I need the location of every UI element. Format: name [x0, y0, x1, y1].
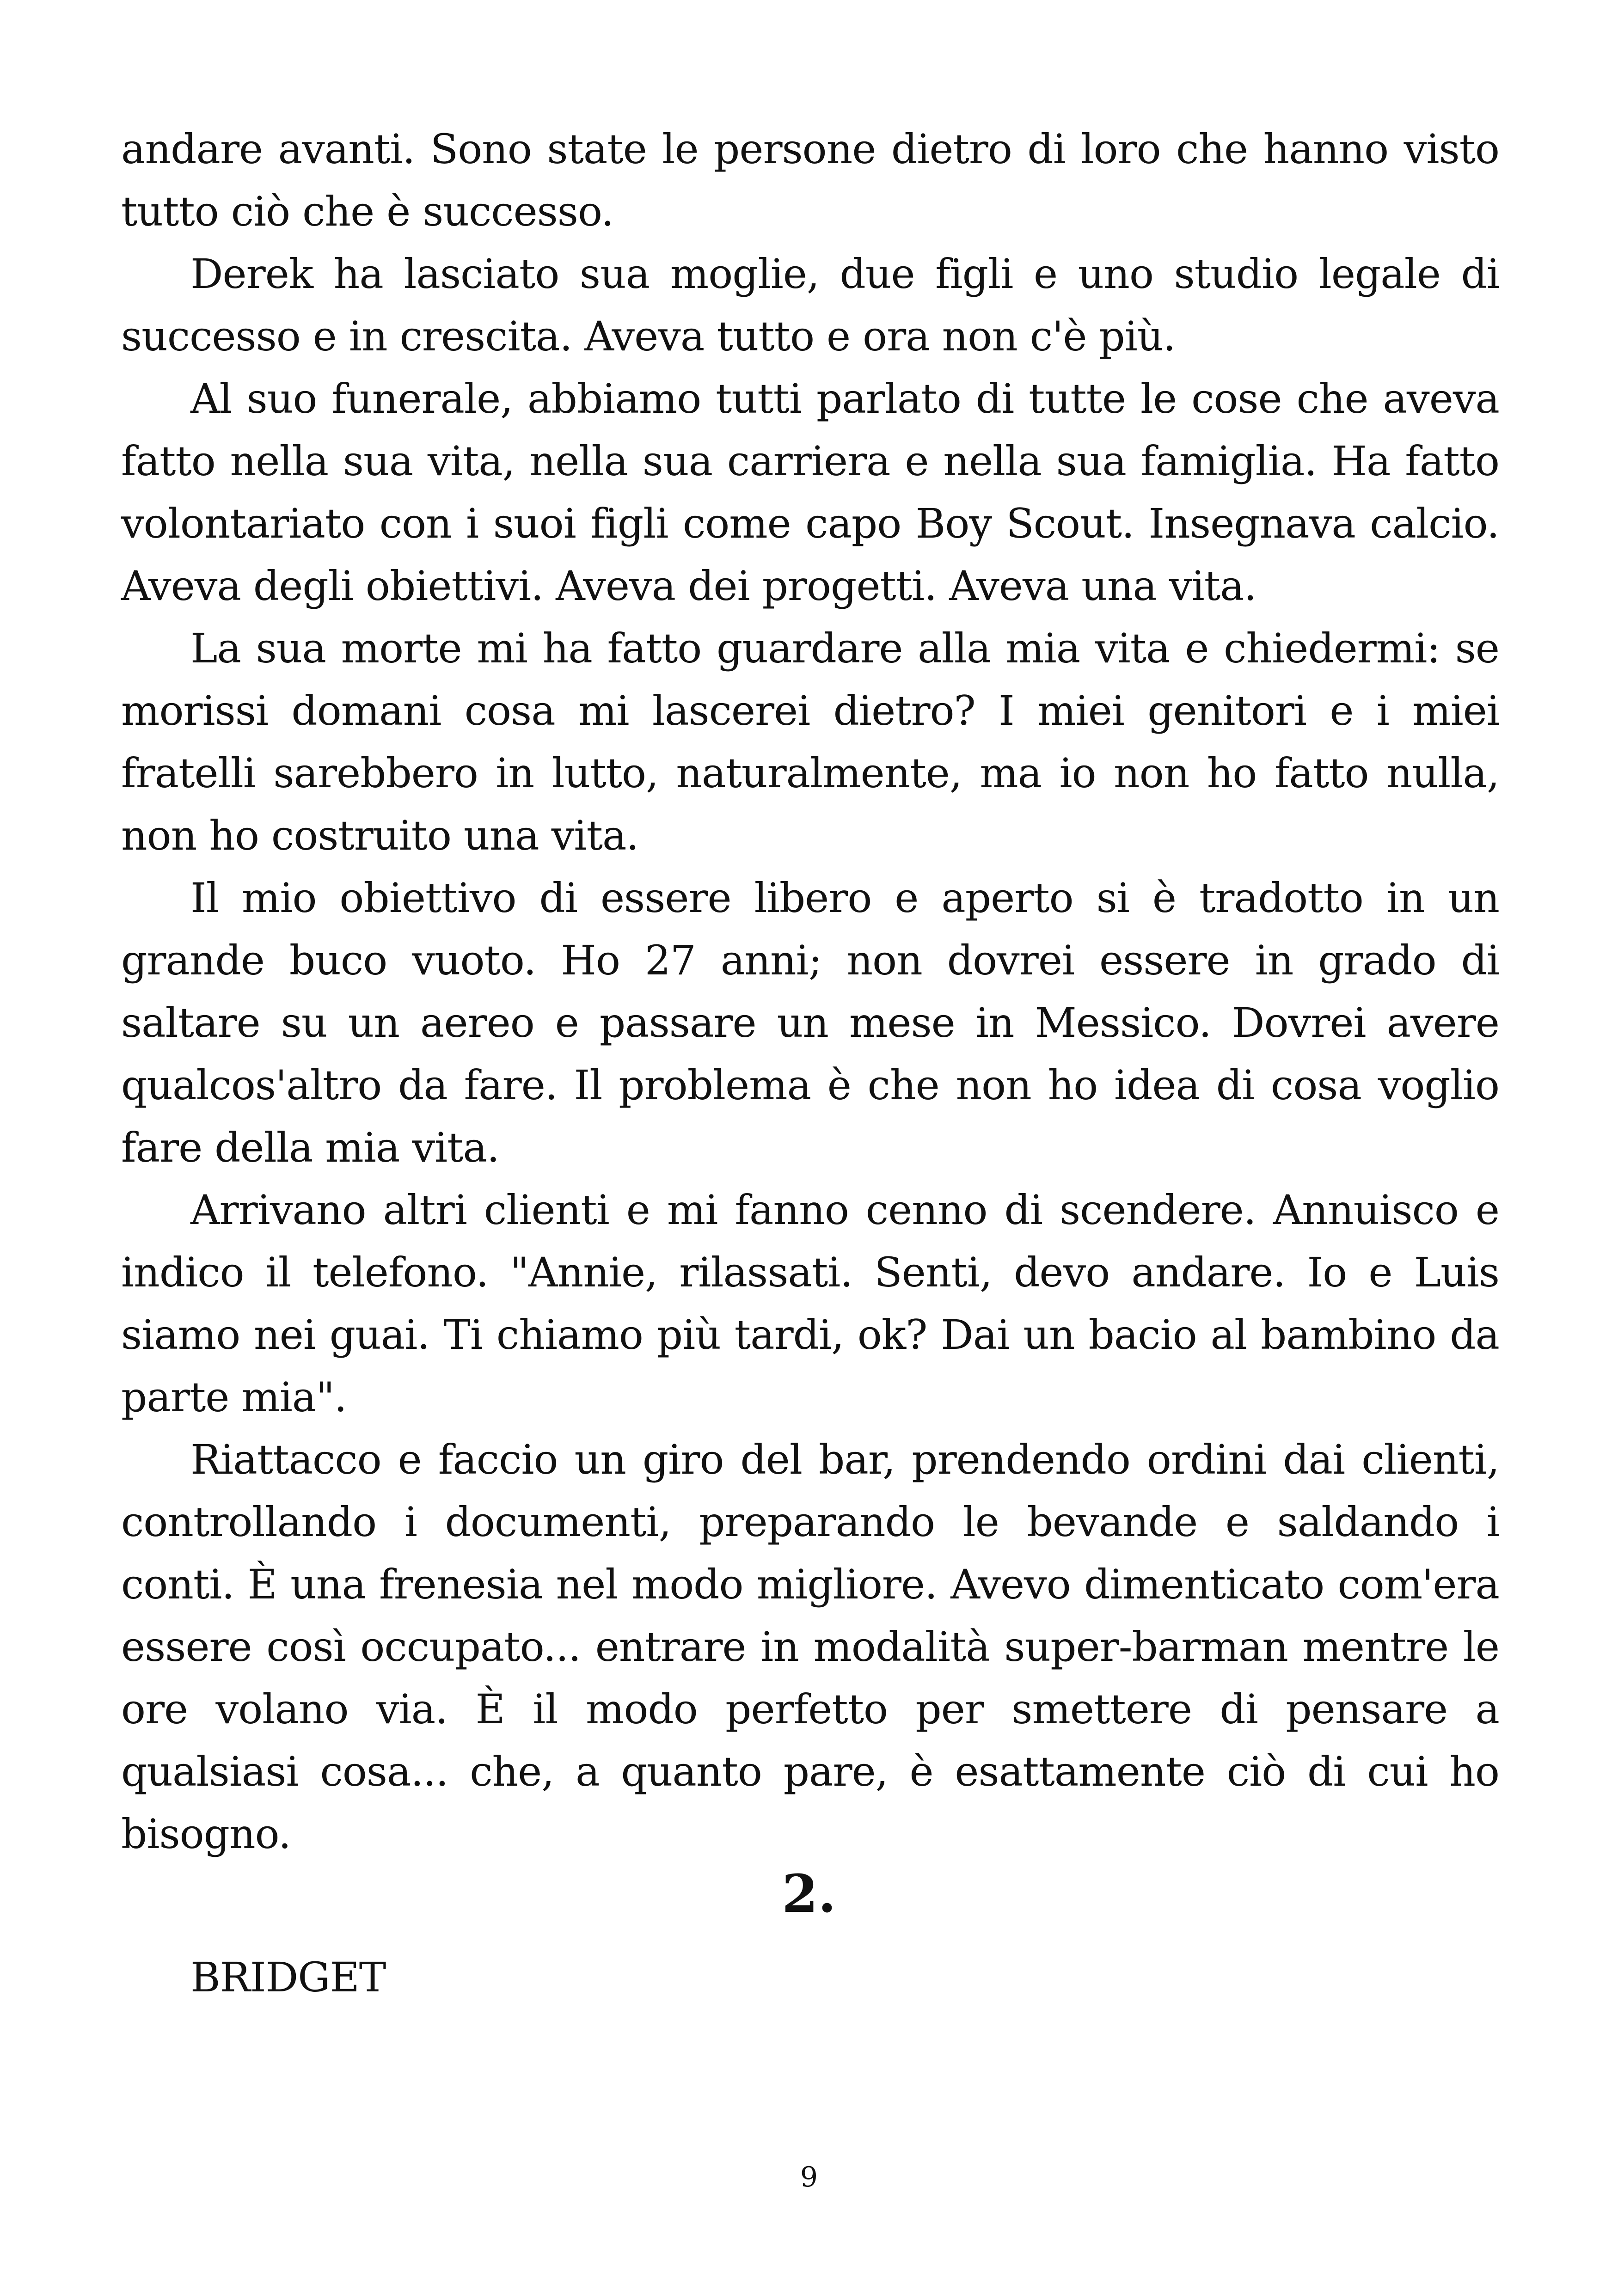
- paragraph: Al suo funerale, abbiamo tutti parlato di tutte le cose che aveva fatto nella sua vita, nella sua carriera e nella sua famiglia. Ha fatto volontariato con i suoi figli come capo Boy Scout. Insegnava calcio. Aveva degli obiettivi. Aveva dei progetti. Aveva una vita.: [121, 375, 1499, 610]
- paragraph: Arrivano altri clienti e mi fanno cenno di scendere. Annuisco e indico il telefono. "Annie, rilassati. Senti, devo andare. Io e Luis siamo nei guai. Ti chiamo più tardi, ok? Dai un bacio al bambino da parte mia".: [121, 1186, 1499, 1421]
- paragraph: La sua morte mi ha fatto guardare alla mia vita e chiedermi: se morissi domani cosa mi lascerei dietro? I miei genitori e i miei fratelli sarebbero in lutto, naturalmente, ma io non ho fatto nulla, non ho costruito una vita.: [121, 625, 1499, 859]
- chapter-heading: BRIDGET: [190, 1953, 386, 2001]
- paragraph: Riattacco e faccio un giro del bar, prendendo ordini dai clienti, controllando i documenti, preparando le bevande e saldando i conti. È una frenesia nel modo migliore. Avevo dimenticato com'era essere così occupato... entrare in modalità super-barman mentre le ore volano via. È il modo perfetto per smettere di pensare a qualsiasi cosa... che, a quanto pare, è esattamente ciò di cui ho bisogno.: [121, 1436, 1499, 1858]
- chapter-number: 2.: [782, 1864, 836, 1924]
- paragraph: Il mio obiettivo di essere libero e aperto si è tradotto in un grande buco vuoto. Ho 27 anni; non dovrei essere in grado di saltare su un aereo e passare un mese in Messico. Dovrei avere qualcos'altro da fare. Il problema è che non ho idea di cosa voglio fare della mia vita.: [121, 874, 1499, 1171]
- paragraph: Derek ha lasciato sua moglie, due figli e uno studio legale di successo e in crescita. Aveva tutto e ora non c'è più.: [121, 250, 1499, 360]
- page-number: 9: [800, 2161, 818, 2193]
- body-text: [121, 118, 1499, 1865]
- paragraph-continuation: andare avanti. Sono state le persone dietro di loro che hanno visto tutto ciò che è successo.: [121, 125, 1499, 235]
